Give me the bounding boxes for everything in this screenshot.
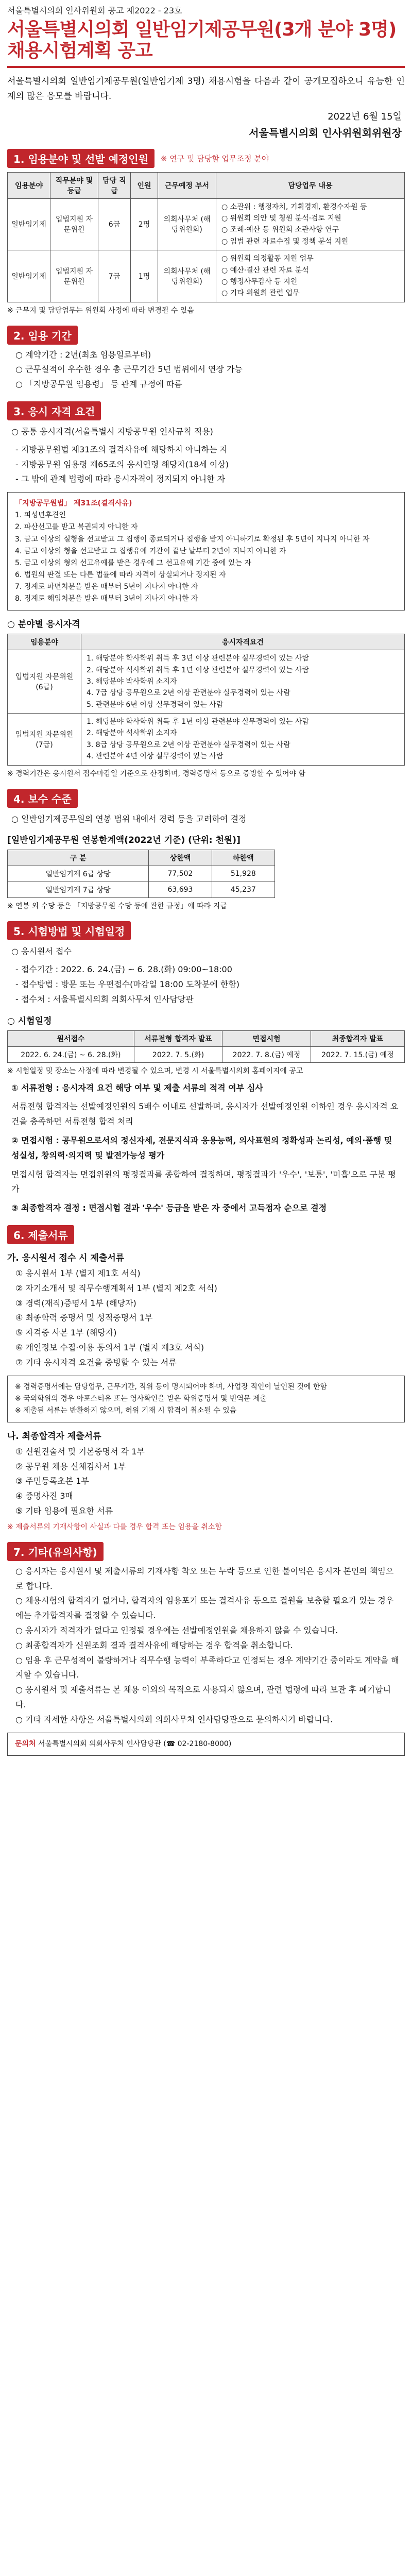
docs-list-1 xyxy=(0,1263,412,1370)
stage-1: ① 서류전형 : 응시자격 요건 해당 여부 및 제출 서류의 적격 여부 심사 xyxy=(11,1082,263,1093)
positions-table xyxy=(7,172,405,302)
section-1-title: 1. 임용분야 및 선발 예정인원 xyxy=(7,149,154,168)
list-item: 2. 해당분야 석사학위 취득 후 1년 이상 관련분야 실무경력이 있는 사람 xyxy=(87,666,309,674)
list-item: ○ 행정사무감사 등 지원 xyxy=(221,277,298,286)
table-row xyxy=(8,1046,405,1062)
cell-reqs xyxy=(81,714,405,766)
list-item: ○ 근무실적이 우수한 경우 총 근무기간 5년 범위에서 연장 가능 xyxy=(15,364,243,375)
list-item: ○ 입법 관련 자료수집 및 정책 분석 지원 xyxy=(221,237,349,246)
schedule-table xyxy=(7,1030,405,1063)
list-item: - 접수처 : 서울특별시의회 의회사무처 인사담당관 xyxy=(15,994,194,1004)
list-item: ① 응시원서 1부 (별지 제1호 서식) xyxy=(15,1268,141,1278)
list-item: 8. 징계로 해임처분을 받은 때부터 3년이 지나지 아니한 자 xyxy=(15,595,198,603)
application-intro: ○ 응시원서 접수 xyxy=(11,946,72,957)
list-item: ○ 응시자는 응시원서 및 제출서류의 기재사항 착오 또는 누락 등으로 인한 불이익은 응시자 본인의 책임으로 합니다. xyxy=(15,1566,394,1591)
cell-max: 63,693 xyxy=(149,882,212,898)
list-item: 4. 7급 상당 공무원으로 2년 이상 관련분야 실무경력이 있는 사람 xyxy=(87,689,290,698)
section-4-title: 4. 보수 수준 xyxy=(7,789,78,808)
stage-3: ③ 최종합격자 결정 : 면접시험 결과 '우수' 등급을 받은 자 중에서 고득점자 순으로 결정 xyxy=(11,1203,327,1213)
list-item: ○ 응시자가 적격자가 없다고 인정될 경우에는 선발예정인원을 채용하지 않을 수 있습니다. xyxy=(15,1625,338,1636)
section-1-note: ※ 연구 및 담당할 업무조정 분야 xyxy=(160,154,269,163)
issuing-org: 서울특별시의회 인사위원회위원장 xyxy=(249,126,402,139)
col-header: 서류전형 합격자 발표 xyxy=(134,1030,222,1046)
list-item: ① 신원진술서 및 기본증명서 각 1부 xyxy=(15,1446,145,1456)
cell-min: 45,237 xyxy=(212,882,274,898)
qualification-intro: ○ 공통 응시자격(서울특별시 지방공무원 인사규칙 적용) xyxy=(11,427,213,437)
cell-date: 2022. 7. 8.(금) 예정 xyxy=(222,1046,311,1062)
col-header: 근무예정 부서 xyxy=(158,172,216,198)
box-title: 「지방공무원법」 제31조(결격사유) xyxy=(15,499,132,508)
list-item: ③ 경력(재직)증명서 1부 (해당자) xyxy=(15,1298,136,1308)
list-item: ○ 임용 후 근무성적이 불량하거나 직무수행 능력이 부족하다고 인정되는 경우 계약기간 중이라도 계약을 해지할 수 있습니다. xyxy=(15,1655,399,1680)
term-list xyxy=(0,345,412,392)
col-header: 원서접수 xyxy=(8,1030,134,1046)
intro-text: 서울특별시의회 일반임기제공무원(일반임기제 3명) 채용시험을 다음과 같이 공개모집하오니 유능한 인재의 많은 응모를 바랍니다. xyxy=(7,76,405,101)
list-item: - 접수방법 : 방문 또는 우편접수(마감일 18:00 도착분에 한함) xyxy=(15,979,240,990)
field-qualification-title: ○ 분야별 응시자격 xyxy=(7,619,80,630)
application-list xyxy=(0,959,412,1007)
cell-date: 2022. 6. 24.(금) ~ 6. 28.(화) xyxy=(8,1046,134,1062)
col-header: 직무분야 및 등급 xyxy=(50,172,98,198)
cell-grade: 일반임기제 6급 상당 xyxy=(8,866,149,882)
list-item: 3. 8급 상당 공무원으로 2년 이상 관련분야 실무경력이 있는 사람 xyxy=(87,740,290,749)
col-header: 임용분야 xyxy=(8,634,81,650)
cell-duties xyxy=(216,198,405,250)
col-header: 임용분야 xyxy=(8,172,50,198)
col-header: 최종합격자 발표 xyxy=(311,1030,404,1046)
list-item: ※ 국외학위의 경우 아포스티유 또는 영사확인을 받은 학위증명서 및 번역문 제출 xyxy=(15,1394,267,1403)
cell-count: 1명 xyxy=(131,250,158,302)
list-item: ⑦ 기타 응시자격 요건을 증빙할 수 있는 서류 xyxy=(15,1357,177,1367)
table-row xyxy=(8,714,405,766)
section-5-header xyxy=(7,921,405,940)
docs-notice-box xyxy=(7,1376,405,1422)
qualification-footnote: ※ 경력기간은 응시원서 접수마감일 기준으로 산정하며, 경력증명서 등으로 증빙할 수 있어야 함 xyxy=(7,769,306,778)
section-7-title: 7. 기타(유의사항) xyxy=(7,1542,104,1561)
list-item: ○ 최종합격자가 신원조회 결과 결격사유에 해당하는 경우 합격을 취소합니다. xyxy=(15,1640,293,1650)
list-item: ○ 위원회 의정활동 지원 업무 xyxy=(221,255,314,263)
cell-min: 51,928 xyxy=(212,866,274,882)
list-item: ② 자기소개서 및 직무수행계획서 1부 (별지 제2호 서식) xyxy=(15,1283,217,1293)
announcement-number: 서울특별시의회 인사위원회 공고 제2022 - 23호 xyxy=(7,6,182,15)
notice-list xyxy=(0,1561,412,1727)
section-2-header xyxy=(7,326,405,345)
list-item: ③ 주민등록초본 1부 xyxy=(15,1476,89,1486)
stage-1-detail: 서류전형 합격자는 선발예정인원의 5배수 이내로 선발하며, 응시자가 선발예정인원 이하인 경우 응시자격 요건을 충족하면 서류전형 합격 처리 xyxy=(11,1101,399,1127)
section-1-footnote: ※ 근무지 및 담당업무는 위원회 사정에 따라 변경될 수 있음 xyxy=(7,306,194,315)
salary-note: ※ 연봉 외 수당 등은 「지방공무원 수당 등에 관한 규정」에 따라 지급 xyxy=(7,902,227,911)
cell-grade: 7급 xyxy=(98,250,131,302)
cell-date: 2022. 7. 5.(화) xyxy=(134,1046,222,1062)
contact-box xyxy=(7,1733,405,1756)
announcement-date: 2022년 6월 15일 xyxy=(328,111,402,122)
docs-sub-title-2: 나. 최종합격자 제출서류 xyxy=(7,1431,101,1442)
list-item: ○ 조례·예산 등 위원회 소관사항 연구 xyxy=(221,226,339,234)
col-header: 인원 xyxy=(131,172,158,198)
col-header: 구 분 xyxy=(8,850,149,866)
col-header: 담당업무 내용 xyxy=(216,172,405,198)
section-3-header xyxy=(7,401,405,420)
table-row xyxy=(8,882,275,898)
cell-field: 일반임기제 xyxy=(8,250,50,302)
list-item: ○ 소관위 : 행정자치, 기획경제, 환경수자원 등 xyxy=(221,202,367,211)
list-item: ⑥ 개인정보 수집·이용 동의서 1부 (별지 제3호 서식) xyxy=(15,1342,204,1352)
list-item: - 지방공무원법 제31조의 결격사유에 해당하지 아니하는 자 xyxy=(15,444,228,454)
list-item: ○ 계약기간 : 2년(최초 임용일로부터) xyxy=(15,349,151,360)
list-item: 7. 징계로 파면처분을 받은 때부터 5년이 지나지 아니한 자 xyxy=(15,582,198,591)
page-title: 서울특별시의회 일반임기제공무원(3개 분야 3명) 채용시험계획 공고 xyxy=(7,19,397,62)
cell-duties xyxy=(216,250,405,302)
contact-info: 서울특별시의회 의회사무처 인사담당관 (☎ 02-2180-8000) xyxy=(38,1739,232,1748)
col-header: 응시자격요건 xyxy=(81,634,405,650)
list-item: ④ 최종학력 증명서 및 성적증명서 1부 xyxy=(15,1313,153,1323)
col-header: 상한액 xyxy=(149,850,212,866)
list-item: ※ 제출된 서류는 반환하지 않으며, 허위 기재 시 합격이 취소될 수 있음 xyxy=(15,1406,237,1415)
list-item: 2. 파산선고를 받고 복권되지 아니한 자 xyxy=(15,523,138,532)
section-1-header xyxy=(7,149,405,168)
col-header: 담당 직급 xyxy=(98,172,131,198)
list-item: 1. 피성년후견인 xyxy=(15,511,66,520)
cell-field: 입법지원 자문위원 (7급) xyxy=(8,714,81,766)
list-item: ○ 위원회 의안 및 청원 분석·검토 지원 xyxy=(221,214,341,223)
table-row xyxy=(8,650,405,714)
list-item: ○ 「지방공무원 임용령」 등 관계 규정에 따름 xyxy=(15,379,182,389)
list-item: 6. 법원의 판결 또는 다른 법률에 따라 자격이 상실되거나 정지된 자 xyxy=(15,570,226,579)
list-item: 5. 관련분야 6년 이상 실무경력이 있는 사람 xyxy=(87,700,224,709)
section-6-title: 6. 제출서류 xyxy=(7,1225,74,1244)
cell-dept: 의회사무처 (해당위원회) xyxy=(158,198,216,250)
salary-table xyxy=(7,850,275,898)
col-header: 하한액 xyxy=(212,850,274,866)
schedule-title: ○ 시험일정 xyxy=(7,1015,52,1026)
list-item: ○ 기타 위원회 관련 업무 xyxy=(221,289,300,298)
list-item: 5. 금고 이상의 형의 선고유예를 받은 경우에 그 선고유예 기간 중에 있는 자 xyxy=(15,558,251,567)
section-6-header xyxy=(7,1225,405,1244)
cell-count: 2명 xyxy=(131,198,158,250)
list-item: ○ 기타 자세한 사항은 서울특별시의회 의회사무처 인사담당관으로 문의하시기 바랍니다. xyxy=(15,1714,333,1724)
stage-2-detail: 면접시험 합격자는 면접위원의 평정결과를 종합하여 결정하며, 평정결과가 '우수', '보통', '미흡'으로 구분 평가 xyxy=(11,1169,396,1194)
qualification-table xyxy=(7,634,405,766)
stage-2: ② 면접시험 : 공무원으로서의 정신자세, 전문지식과 응용능력, 의사표현의 정확성과 논리성, 예의·품행 및 성실성, 창의력·의지력 및 발전가능성 평가 xyxy=(11,1136,392,1160)
list-item: 1. 해당분야 학사학위 취득 후 1년 이상 관련분야 실무경력이 있는 사람 xyxy=(87,718,309,726)
list-item: - 접수기간 : 2022. 6. 24.(금) ~ 6. 28.(화) 09:00~18:00 xyxy=(15,964,232,975)
list-item: - 그 밖에 관계 법령에 따라 응시자격이 정지되지 아니한 자 xyxy=(15,474,226,484)
list-item: 2. 해당분야 석사학위 소지자 xyxy=(87,729,177,738)
list-item: ○ 예산·결산 관련 자료 분석 xyxy=(221,266,309,275)
cell-area: 입법지원 자문위원 xyxy=(50,250,98,302)
section-5-title: 5. 시험방법 및 시험일정 xyxy=(7,921,131,940)
list-item: 4. 관련분야 4년 이상 실무경력이 있는 사람 xyxy=(87,752,224,761)
list-item: ② 공무원 채용 신체검사서 1부 xyxy=(15,1461,126,1471)
list-item: ○ 응시원서 및 제출서류는 본 채용 이외의 목적으로 사용되지 않으며, 관련 법령에 따라 보관 후 폐기합니다. xyxy=(15,1685,391,1709)
duty-list xyxy=(219,253,401,299)
salary-intro: ○ 일반임기제공무원의 연봉 범위 내에서 경력 등을 고려하여 결정 xyxy=(11,814,247,824)
footer-spacer xyxy=(0,1756,412,1776)
qualification-list xyxy=(0,439,412,487)
table-row xyxy=(8,198,405,250)
schedule-note: ※ 시험일정 및 장소는 사정에 따라 변경될 수 있으며, 변경 시 서울특별시의회 홈페이지에 공고 xyxy=(7,1066,303,1075)
section-3-title: 3. 응시 자격 요건 xyxy=(7,401,101,420)
cell-field: 일반임기제 xyxy=(8,198,50,250)
table-row xyxy=(8,250,405,302)
docs-sub-title-1: 가. 응시원서 접수 시 제출서류 xyxy=(7,1252,125,1263)
cell-field: 입법지원 자문위원 (6급) xyxy=(8,650,81,714)
list-item: ⑤ 자격증 사본 1부 (해당자) xyxy=(15,1328,117,1338)
section-7-header xyxy=(7,1542,405,1561)
cell-date: 2022. 7. 15.(금) 예정 xyxy=(311,1046,404,1062)
cell-grade: 일반임기제 7급 상당 xyxy=(8,882,149,898)
disqualification-box xyxy=(7,492,405,611)
list-item: 3. 해당분야 박사학위 소지자 xyxy=(87,677,177,686)
list-item: 3. 금고 이상의 실형을 선고받고 그 집행이 종료되거나 집행을 받지 아니하기로 확정된 후 5년이 지나지 아니한 자 xyxy=(15,535,370,544)
cell-area: 입법지원 자문위원 xyxy=(50,198,98,250)
cell-dept: 의회사무처 (해당위원회) xyxy=(158,250,216,302)
section-2-title: 2. 임용 기간 xyxy=(7,326,78,345)
col-header: 면접시험 xyxy=(222,1030,311,1046)
req-list xyxy=(84,653,401,710)
list-item: ④ 증명사진 3매 xyxy=(15,1491,73,1501)
list-item: 4. 금고 이상의 형을 선고받고 그 집행유예 기간이 끝난 날부터 2년이 지나지 아니한 자 xyxy=(15,547,286,555)
cell-max: 77,502 xyxy=(149,866,212,882)
list-item: - 지방공무원 임용령 제65조의 응시연령 해당자(18세 이상) xyxy=(15,459,229,469)
contact-label: 문의처 xyxy=(15,1739,36,1748)
cell-reqs xyxy=(81,650,405,714)
list-item: 1. 해당분야 학사학위 취득 후 3년 이상 관련분야 실무경력이 있는 사람 xyxy=(87,654,309,663)
list-item: ※ 경력증명서에는 담당업무, 근무기간, 직위 등이 명시되어야 하며, 사업장 직인이 날인된 것에 한함 xyxy=(15,1382,327,1391)
list-item: ○ 채용시험의 합격자가 없거나, 합격자의 임용포기 또는 결격사유 등으로 결원을 보충할 필요가 있는 경우에는 추가합격자를 결정할 수 있습니다. xyxy=(15,1596,394,1621)
list-item: ⑤ 기타 임용에 필요한 서류 xyxy=(15,1506,113,1516)
docs-note: ※ 제출서류의 기재사항이 사실과 다를 경우 합격 또는 임용을 취소함 xyxy=(7,1522,222,1531)
duty-list xyxy=(219,201,401,248)
cell-grade: 6급 xyxy=(98,198,131,250)
docs-list-2 xyxy=(0,1442,412,1519)
req-list xyxy=(84,716,401,762)
salary-table-title: [일반임기제공무원 연봉한계액(2022년 기준) (단위: 천원)] xyxy=(7,835,241,846)
section-4-header xyxy=(7,789,405,808)
table-row xyxy=(8,866,275,882)
